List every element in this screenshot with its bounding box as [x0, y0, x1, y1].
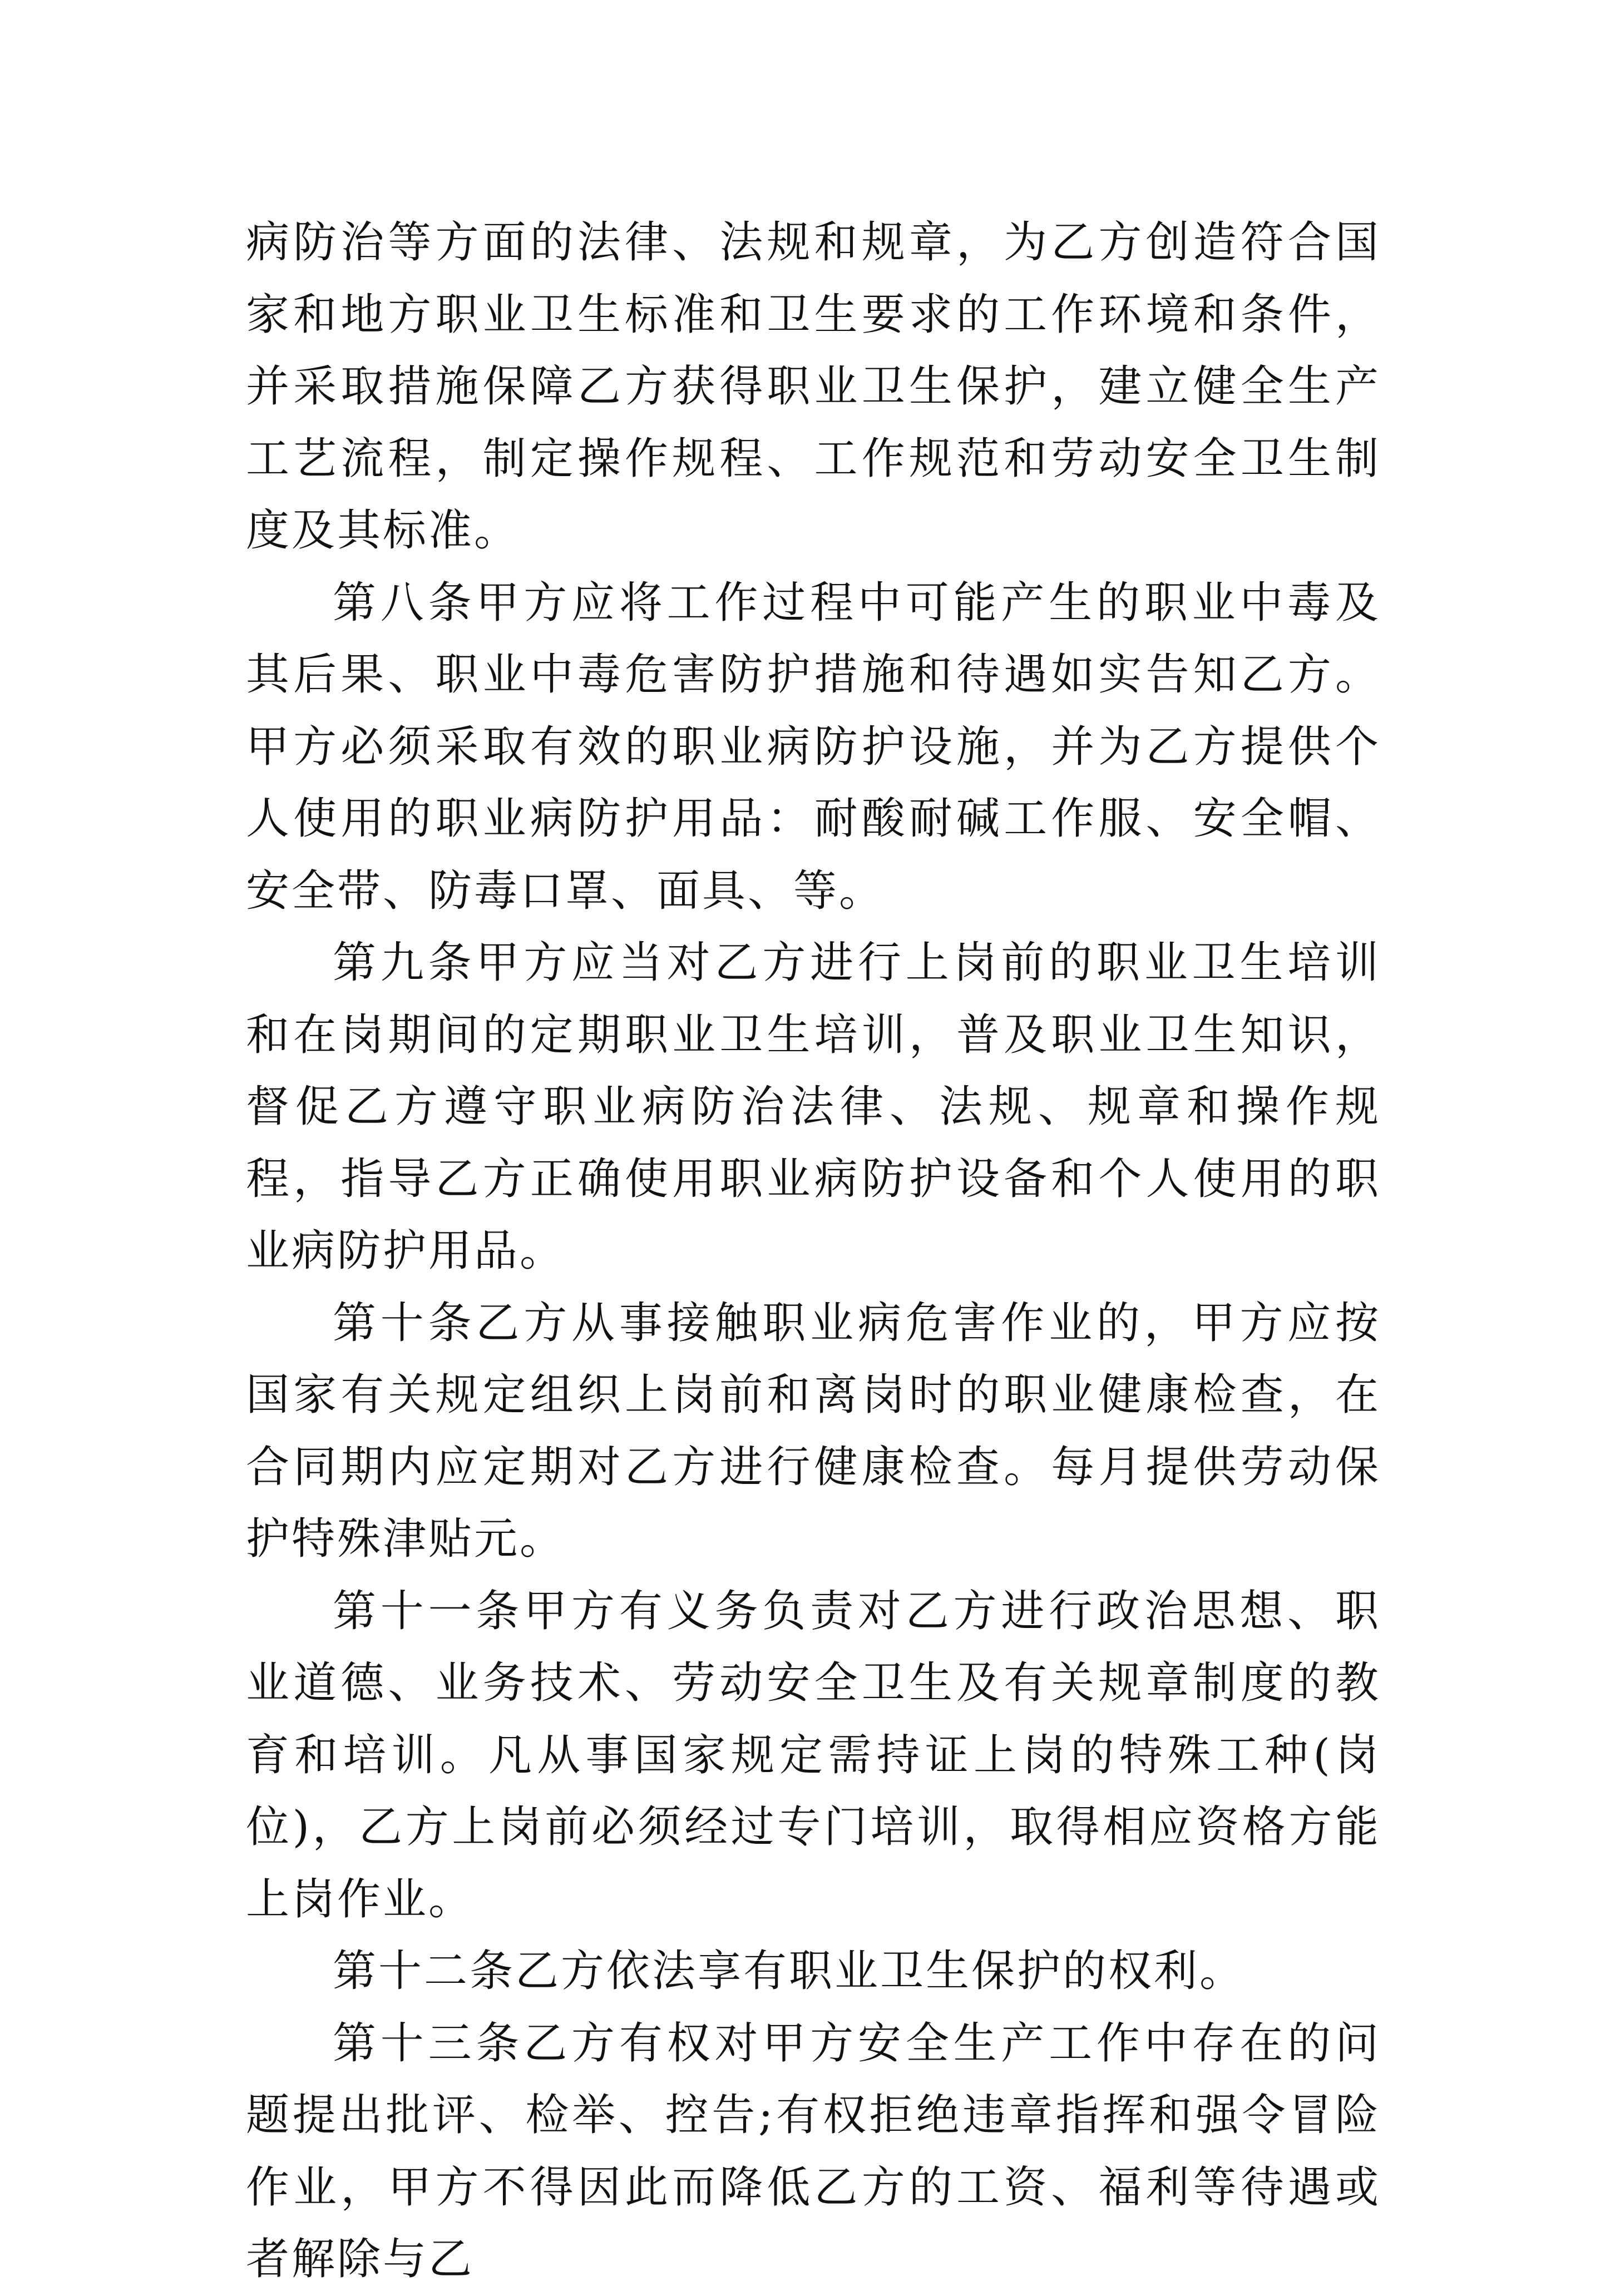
document-body [246, 207, 1381, 2296]
paragraph-article-12: 第十二条乙方依法享有职业卫生保护的权利。 [333, 1946, 1246, 1996]
paragraph-article-13: 第十三条乙方有权对甲方安全生产工作中存在的问题提出批评、检举、控告;有权拒绝违章指挥和强令冒险作业，甲方不得因此而降低乙方的工资、福利等待遇或者解除与乙 [246, 2018, 1381, 2284]
paragraph-article-11: 第十一条甲方有义务负责对乙方进行政治思想、职业道德、业务技术、劳动安全卫生及有关规章制度的教育和培训。凡从事国家规定需持证上岗的特殊工种(岗位)，乙方上岗前必须经过专门培训，取得相应资格方能上岗作业。 [246, 1586, 1381, 1924]
paragraph-article-8: 第八条甲方应将工作过程中可能产生的职业中毒及其后果、职业中毒危害防护措施和待遇如实告知乙方。甲方必须采取有效的职业病防护设施，并为乙方提供个人使用的职业病防护用品：耐酸耐碱工作服、安全帽、安全带、防毒口罩、面具、等。 [246, 577, 1381, 916]
paragraph-article-9: 第九条甲方应当对乙方进行上岗前的职业卫生培训和在岗期间的定期职业卫生培训，普及职业卫生知识，督促乙方遵守职业病防治法律、法规、规章和操作规程，指导乙方正确使用职业病防护设备和个人使用的职业病防护用品。 [246, 938, 1381, 1276]
paragraph-article-10: 第十条乙方从事接触职业病危害作业的，甲方应按国家有关规定组织上岗前和离岗时的职业健康检查，在合同期内应定期对乙方进行健康检查。每月提供劳动保护特殊津贴元。 [246, 1298, 1381, 1564]
paragraph-continuation: 病防治等方面的法律、法规和规章，为乙方创造符合国家和地方职业卫生标准和卫生要求的工作环境和条件，并采取措施保障乙方获得职业卫生保护，建立健全生产工艺流程，制定操作规程、工作规范和劳动安全卫生制度及其标准。 [246, 217, 1381, 556]
